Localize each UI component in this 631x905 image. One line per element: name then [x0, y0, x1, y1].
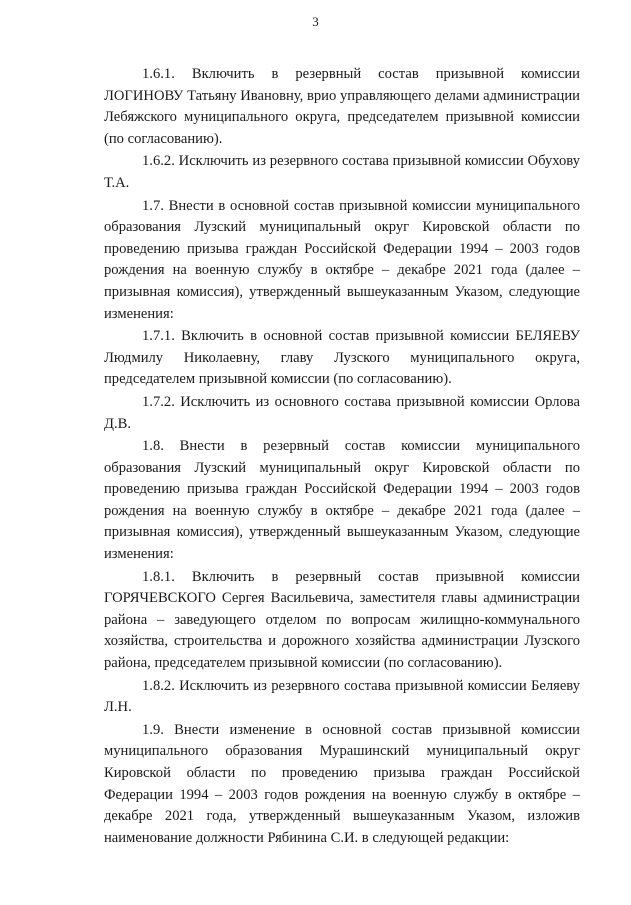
paragraph-1-7: 1.7. Внести в основной состав призывной комиссии муниципального образования Лузский муниципальный округ Кировской области по проведению призыва граждан Российской Федерации 1994 – 2003 годов рождения на военную службу в октябре – декабре 2021 года (далее – призывная комиссия), утвержденный вышеуказанным Указом, следующие изменения: — [104, 197, 580, 322]
paragraph-1-8-2: 1.8.2. Исключить из резервного состава призывной комиссии Беляеву Л.Н. — [104, 677, 580, 716]
paragraph-1-8-1: 1.8.1. Включить в резервный состав призывной комиссии ГОРЯЧЕВСКОГО Сергея Васильевича, заместителя главы администрации района – заведующего отделом по вопросам жилищно-коммунального хозяйства, строительства и дорожного хозяйства администрации Лузского района, председателем призывной комиссии (по согласованию). — [104, 568, 580, 672]
paragraph-1-6-1: 1.6.1. Включить в резервный состав призывной комиссии ЛОГИНОВУ Татьяну Ивановну, врио управляющего делами администрации Лебяжского муниципального округа, председателем призывной комиссии (по согласованию). — [104, 66, 580, 147]
paragraph-1-9: 1.9. Внести изменение в основной состав призывной комиссии муниципального образования Мурашинский муниципальный округ Кировской области по проведению призыва граждан Российской Федерации 1994 – 2003 годов рождения на военную службу в октябре – декабре 2021 года, утвержденный вышеуказанным Указом, изложив наименование должности Рябинина С.И. в следующей редакции: — [104, 721, 580, 846]
paragraph-1-7-1: 1.7.1. Включить в основной состав призывной комиссии БЕЛЯЕВУ Людмилу Николаевну, главу Лузского муниципального округа, председателем призывной комиссии (по согласованию). — [104, 328, 580, 388]
paragraph-1-8: 1.8. Внести в резервный состав комиссии муниципального образования Лузский муниципальный округ Кировской области по проведению призыва граждан Российской Федерации 1994 – 2003 годов рождения на военную службу в октябре – декабре 2021 года (далее – призывная комиссия), утвержденный вышеуказанным Указом, следующие изменения: — [104, 438, 580, 563]
page-number: 3 — [312, 14, 319, 29]
paragraph-1-6-2: 1.6.2. Исключить из резервного состава призывной комиссии Обухову Т.А. — [104, 153, 580, 191]
paragraph-1-7-2: 1.7.2. Исключить из основного состава призывной комиссии Орлова Д.В. — [104, 393, 580, 432]
document-body — [104, 64, 580, 849]
